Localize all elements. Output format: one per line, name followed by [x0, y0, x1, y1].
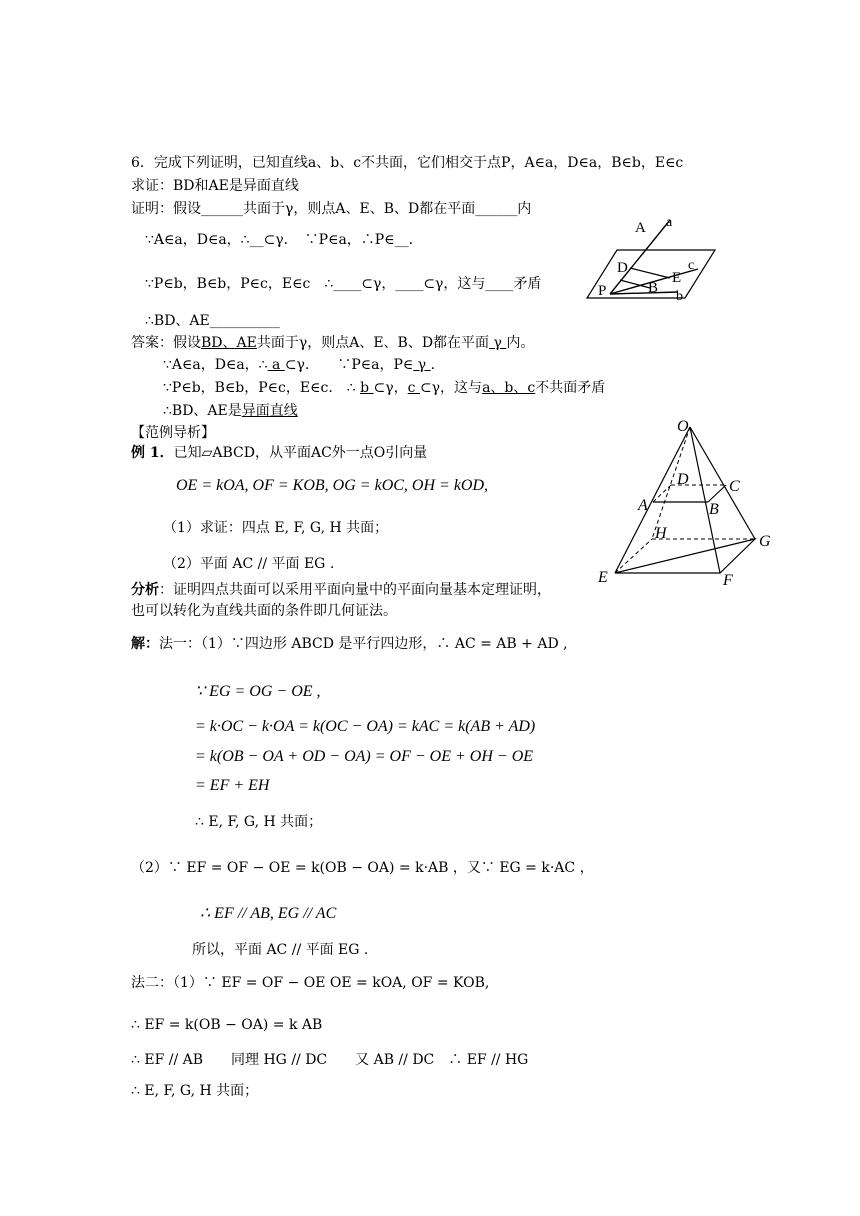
solution-line-9: 所以，平面 AC // 平面 EG . [192, 942, 369, 958]
fig1-label-c: c [688, 258, 695, 273]
analysis-label: 分析 [131, 582, 159, 598]
section-title: 【范例导析】 [131, 425, 215, 441]
answer-line-4: ∴BD、AE是异面直线 [163, 403, 298, 419]
solution-label: 解： [131, 636, 159, 652]
answer-line-1: 答案：假设BD、AE共面于γ，则点A、E、B、D都在平面 γ 内。 [131, 335, 535, 351]
method2-line-1: 法二：（1）∵ EF = OF − OE OE = kOA, OF = KOB, [131, 975, 490, 991]
figure-plane-lines [580, 212, 730, 304]
fig2-label-C: C [729, 478, 740, 495]
example-vectors: OE = kOA, OF = KOB, OG = kOC, OH = kOD, [176, 477, 489, 494]
solution-line-6: ∴ E, F, G, H 共面； [195, 814, 323, 830]
solution-line-2: ∵ EG = OG − OE , [195, 683, 321, 700]
example-question-1: （1）求证：四点 E, F, G, H 共面； [163, 520, 389, 536]
fig1-label-b: b [676, 289, 683, 304]
fig2-label-F: F [723, 572, 733, 589]
problem-statement: 6．完成下列证明，已知直线a、b、c不共面，它们相交于点P，A∈a，D∈a，B∈b，E∈c [131, 155, 684, 171]
fig2-label-G: G [759, 533, 771, 550]
analysis-line-1: 分析：证明四点共面可以采用平面向量中的平面向量基本定理证明， [131, 582, 551, 598]
proof-line-2: ∵A∈a，D∈a，∴__⊂γ． ∵P∈a，∴P∈__． [145, 232, 423, 248]
proof-line-1: 证明：假设______共面于γ，则点A、E、B、D都在平面______内 [131, 201, 532, 217]
solution-line-8: ∴ EF // AB, EG // AC [200, 905, 337, 922]
example-label: 例 1． [131, 445, 174, 461]
prove-statement: 求证：BD和AE是异面直线 [131, 178, 299, 194]
fig1-label-P: P [598, 283, 607, 299]
proof-line-3: ∵P∈b，B∈b，P∈c，E∈c ∴____⊂γ，____⊂γ，这与____矛盾 [145, 276, 542, 292]
example-given: 例 1．已知▱ABCD，从平面AC外一点O引向量 [131, 445, 428, 461]
fig2-label-A: A [638, 497, 648, 514]
fig1-label-a: a [666, 215, 673, 230]
fig2-label-E: E [598, 569, 608, 586]
fig1-label-A: A [635, 220, 646, 236]
answer-line-3: ∵P∈b，B∈b，P∈c，E∈c. ∴ b ⊂γ，c ⊂γ，这与a、b、c不共面矛盾 [163, 380, 606, 396]
fig1-label-E: E [672, 270, 682, 286]
solution-line-1: 解：法一：（1）∵四边形 ABCD 是平行四边形，∴ AC = AB + AD , [131, 636, 568, 652]
fig2-label-D: D [677, 471, 689, 488]
analysis-line-2: 也可以转化为直线共面的条件即几何证法。 [131, 603, 397, 619]
solution-line-5: = EF + EH [195, 777, 270, 794]
answer-line-2: ∵A∈a，D∈a，∴ a ⊂γ. ∵P∈a，P∈ γ . [163, 357, 436, 373]
fig2-label-O: O [677, 418, 689, 435]
figure-pyramid [595, 415, 780, 590]
fig2-label-B: B [709, 501, 719, 518]
proof-line-4: ∴BD、AE__________ [145, 313, 280, 329]
method2-line-4: ∴ E, F, G, H 共面； [131, 1083, 259, 1099]
method2-line-2: ∴ EF = k(OB − OA) = k AB [131, 1017, 323, 1033]
solution-line-7: （2）∵ EF = OF − OE = k(OB − OA) = k·AB ，又∵ EG = k·AC ， [131, 860, 594, 876]
fig1-label-B: B [648, 280, 659, 296]
solution-line-3: = k·OC − k·OA = k(OC − OA) = kAC = k(AB + AD) [195, 718, 536, 735]
example-question-2: （2）平面 AC // 平面 EG . [163, 556, 335, 572]
fig1-label-D: D [617, 260, 628, 276]
fig2-label-H: H [655, 525, 667, 542]
method2-line-3: ∴ EF // AB 同理 HG // DC 又 AB // DC ∴ EF // HG [131, 1052, 529, 1068]
solution-line-4: = k(OB − OA + OD − OA) = OF − OE + OH − OE [195, 748, 534, 765]
